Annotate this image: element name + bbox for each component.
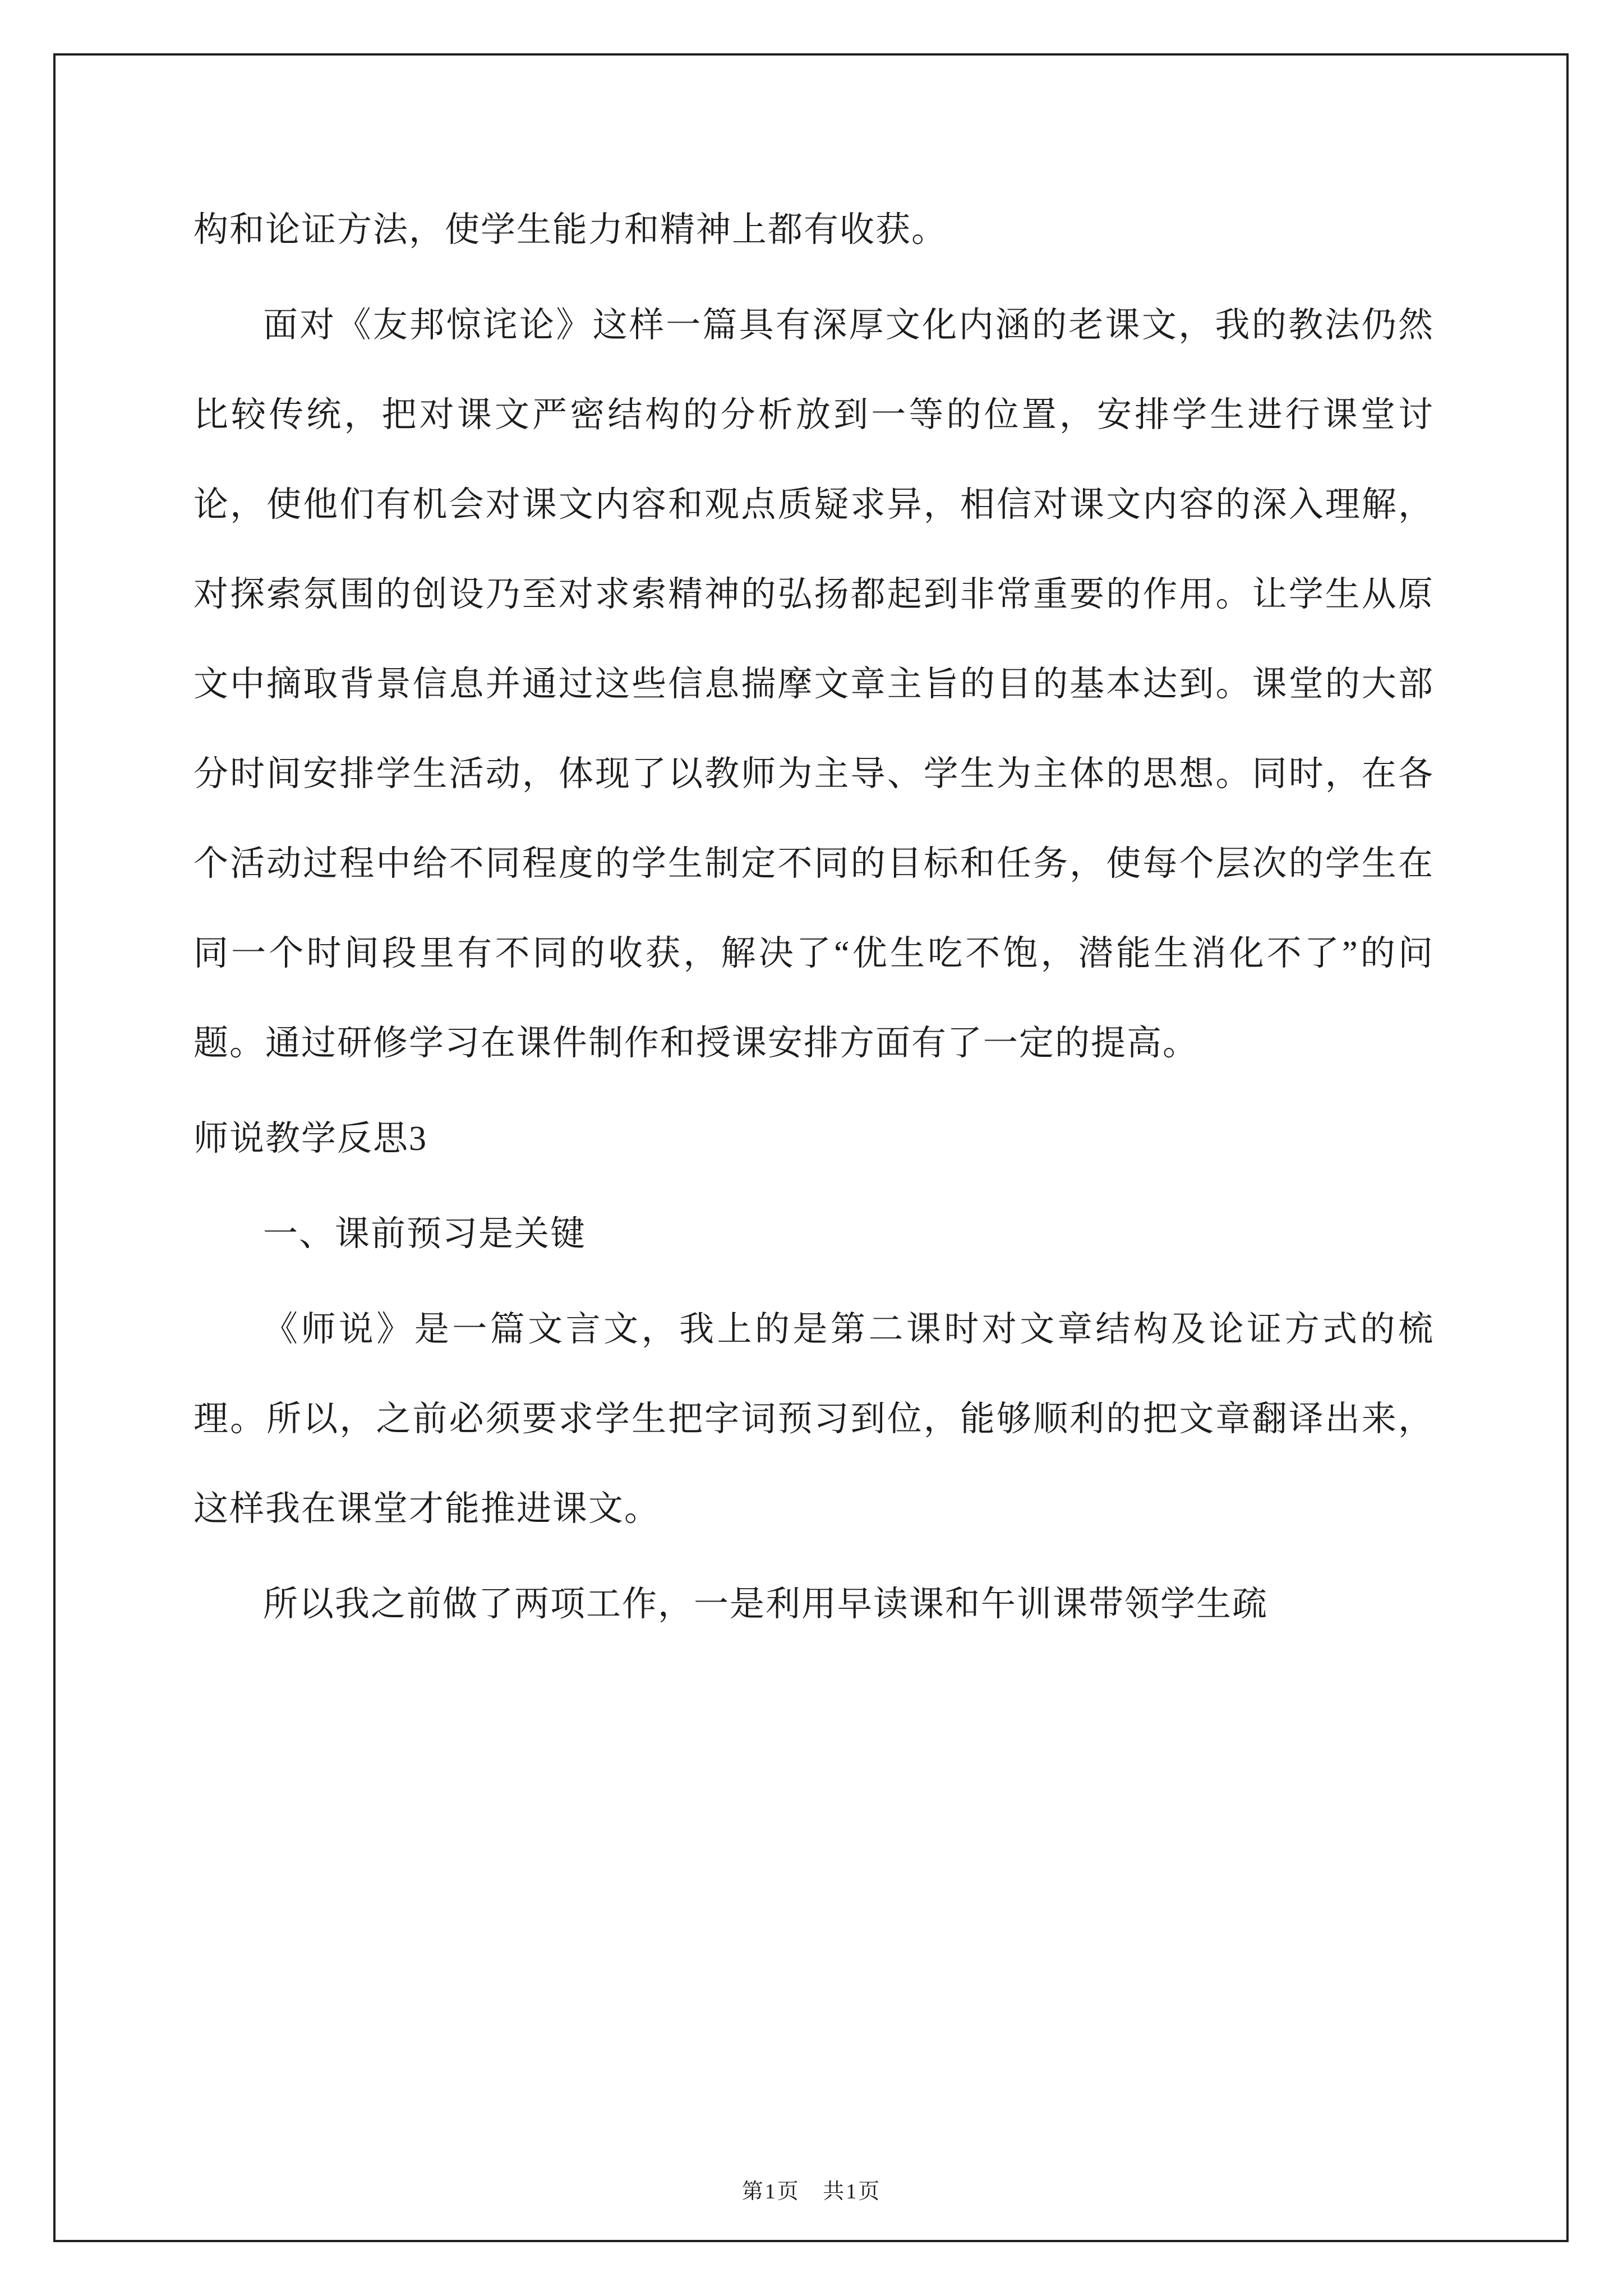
document-body [193, 185, 1434, 1649]
paragraph-two-tasks: 所以我之前做了两项工作，一是利用早读课和午训课带领学生疏 [263, 1585, 1269, 1623]
paragraph-lesson-prep: 《师说》是一篇文言文，我上的是第二课时对文章结构及论证方式的梳理。所以，之前必须要求学生把字词预习到位，能够顺利的把文章翻译出来，这样我在课堂才能推进课文。 [193, 1310, 1434, 1528]
paragraph-reflection-body: 面对《友邦惊诧论》这样一篇具有深厚文化内涵的老课文，我的教法仍然比较传统，把对课文严密结构的分析放到一等的位置，安排学生进行课堂讨论，使他们有机会对课文内容和观点质疑求异，相信对课文内容的深入理解，对探索氛围的创设乃至对求索精神的弘扬都起到非常重要的作用。让学生从原文中摘取背景信息并通过这些信息揣摩文章主旨的目的基本达到。课堂的大部分时间安排学生活动，体现了以教师为主导、学生为主体的思想。同时，在各个活动过程中给不同程度的学生制定不同的目标和任务，使每个层次的学生在同一个时间段里有不同的收获，解决了“优生吃不饱，潜能生消化不了”的问题。通过研修学习在课件制作和授课安排方面有了一定的提高。 [193, 306, 1434, 1062]
page-footer [0, 2174, 1623, 2205]
paragraph-continuation: 构和论证方法，使学生能力和精神上都有收获。 [193, 211, 948, 249]
paragraph-section-heading: 师说教学反思3 [193, 1120, 428, 1158]
page-number-text: 第1页 共1页 [741, 2180, 882, 2203]
paragraph-subheading: 一、课前预习是关键 [263, 1215, 587, 1253]
